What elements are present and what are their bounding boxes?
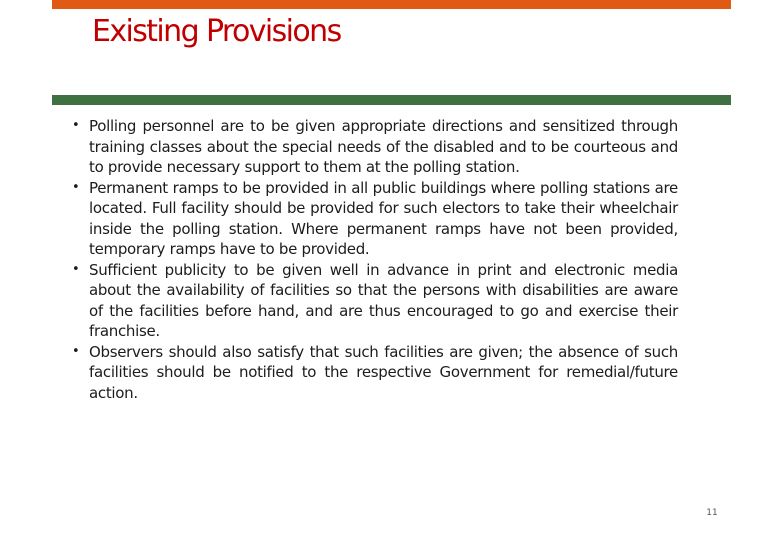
bullet-text: Sufficient publicity to be given well in advance in print and electronic media about the availability of facilities so that the persons with disabilities are aware of the facilities before hand, and are thus encouraged to go and exercise their franchise. — [89, 260, 678, 340]
bullet-item-publicity — [72, 260, 678, 342]
title-divider-bar — [52, 95, 731, 105]
top-accent-bar — [52, 0, 731, 9]
bullet-item-permanent-ramps — [72, 178, 678, 260]
bullet-dot-icon: • — [72, 343, 80, 359]
page-number: 11 — [706, 508, 718, 518]
bullet-text: Permanent ramps to be provided in all public buildings where polling stations are located. Full facility should be provided for such electors to take their wheelchair inside the polling station. Where permanent ramps have not been provided, temporary ramps have to be provided. — [89, 178, 678, 258]
bullet-text: Observers should also satisfy that such facilities are given; the absence of such facilities should be notified to the respective Government for remedial/future action. — [89, 342, 678, 402]
bullet-dot-icon: • — [72, 261, 80, 277]
bullet-dot-icon: • — [72, 179, 80, 195]
bullet-dot-icon: • — [72, 118, 80, 133]
slide-title: Existing Provisions — [92, 14, 341, 49]
bullet-text: Polling personnel are to be given appropriate directions and sensitized through training classes about the special needs of the disabled and to be courteous and to provide necessary support to them at the polling station. — [89, 117, 678, 176]
bullet-list — [72, 116, 678, 403]
bullet-item-polling-personnel — [72, 116, 678, 178]
bullet-item-observers — [72, 342, 678, 404]
